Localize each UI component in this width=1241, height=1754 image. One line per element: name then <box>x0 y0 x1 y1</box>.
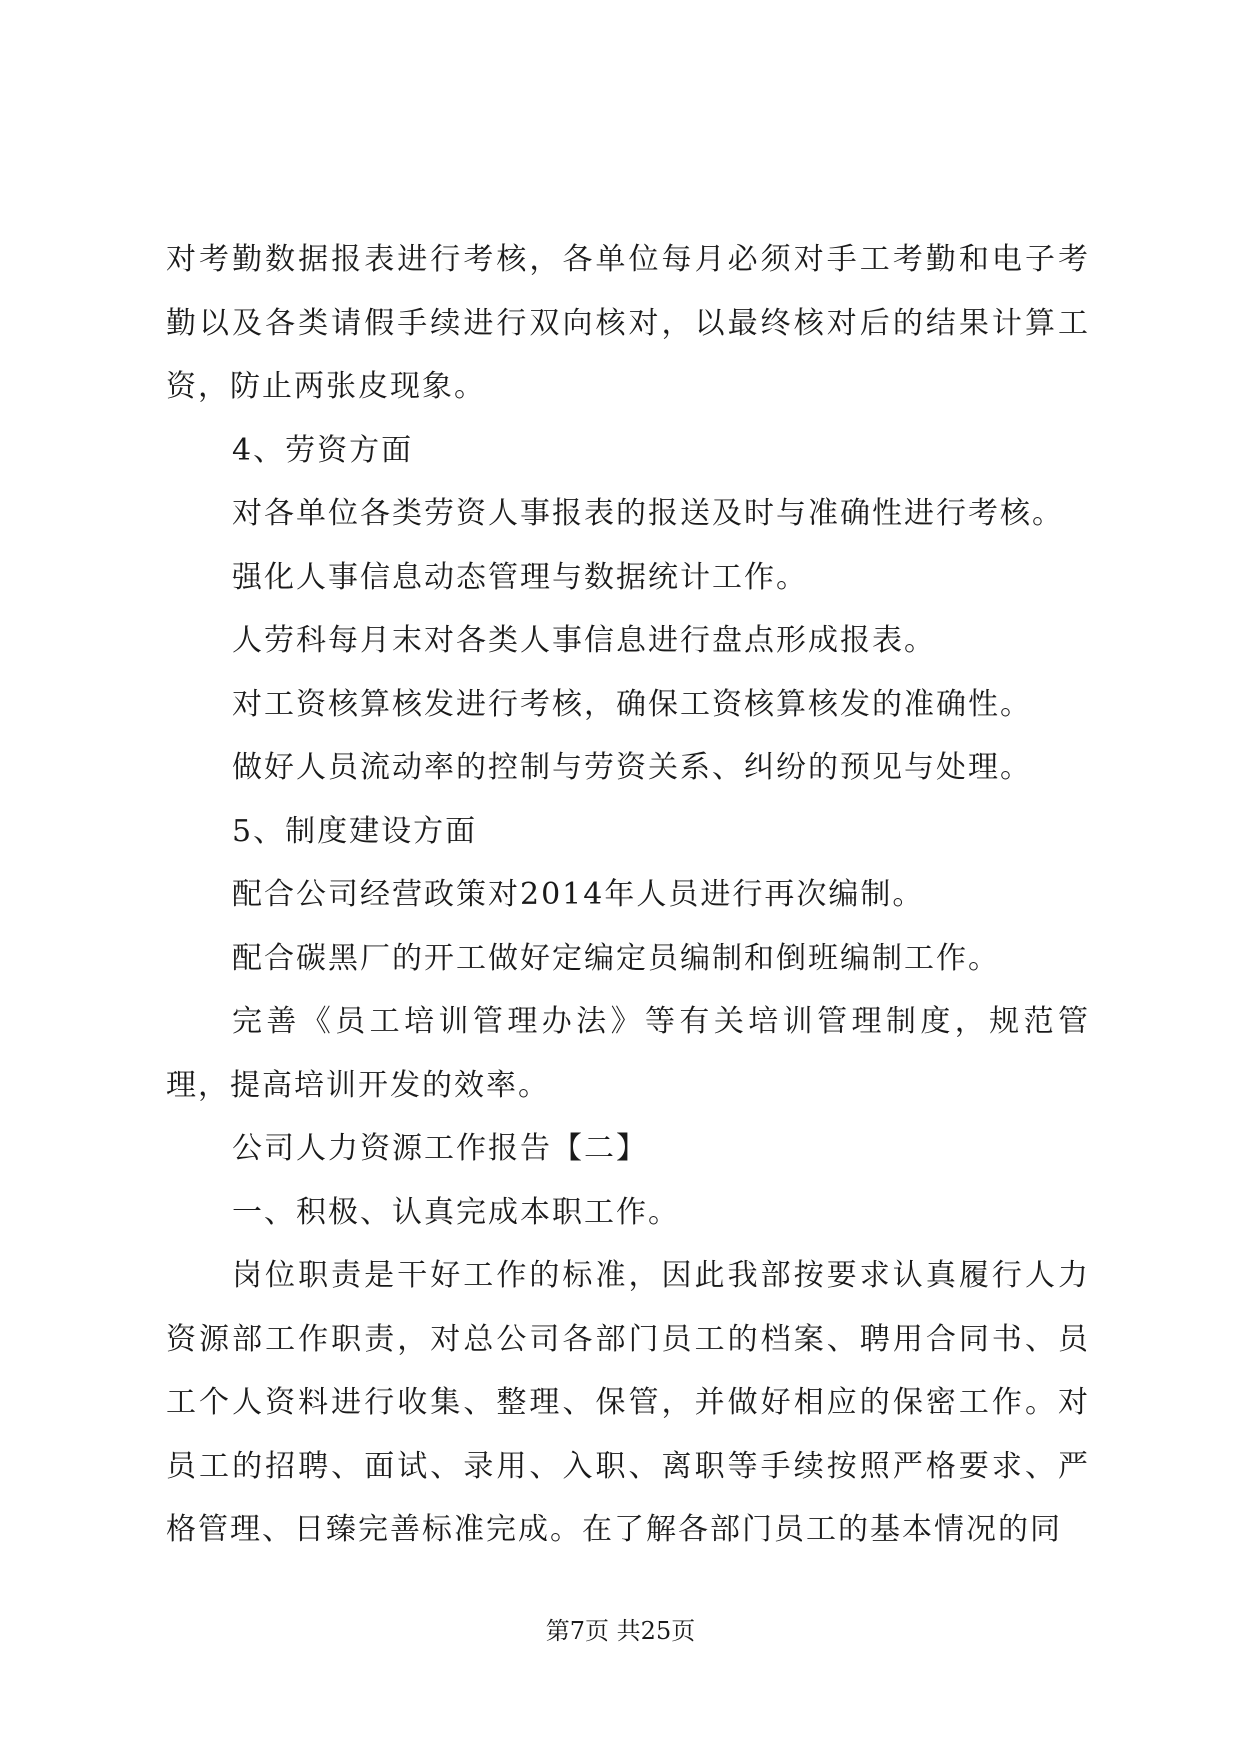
section-heading: 5、制度建设方面 <box>232 813 478 849</box>
paragraph: 做好人员流动率的控制与劳资关系、纠纷的预见与处理。 <box>232 750 1032 785</box>
report-title: 公司人力资源工作报告【二】 <box>232 1131 648 1166</box>
paragraph: 岗位职责是干好工作的标准，因此我部按要求认真履行人力资源部工作职责，对总公司各部门员工的档案、聘用合同书、员工个人资料进行收集、整理、保管，并做好相应的保密工作。对员工的招聘、面试、录用、入职、离职等手续按照严格要求、严格管理、日臻完善标准完成。在了解各部门员工的基本情况的同 <box>166 1258 1090 1547</box>
section-heading: 一、积极、认真完成本职工作。 <box>232 1194 680 1230</box>
paragraph: 对考勤数据报表进行考核，各单位每月必须对手工考勤和电子考勤以及各类请假手续进行双向核对，以最终核对后的结果计算工资，防止两张皮现象。 <box>166 242 1090 404</box>
paragraph: 完善《员工培训管理办法》等有关培训管理制度，规范管理，提高培训开发的效率。 <box>166 1004 1090 1103</box>
page-footer: 第7页 共25页 <box>545 1617 696 1645</box>
document-body <box>166 228 1090 1562</box>
paragraph: 配合公司经营政策对2014年人员进行再次编制。 <box>232 877 925 912</box>
paragraph: 对工资核算核发进行考核，确保工资核算核发的准确性。 <box>232 686 1032 722</box>
paragraph: 人劳科每月末对各类人事信息进行盘点形成报表。 <box>232 623 936 658</box>
section-heading: 4、劳资方面 <box>232 432 414 468</box>
paragraph: 配合碳黑厂的开工做好定编定员编制和倒班编制工作。 <box>232 940 1000 976</box>
paragraph: 强化人事信息动态管理与数据统计工作。 <box>232 559 808 595</box>
paragraph: 对各单位各类劳资人事报表的报送及时与准确性进行考核。 <box>232 496 1064 531</box>
